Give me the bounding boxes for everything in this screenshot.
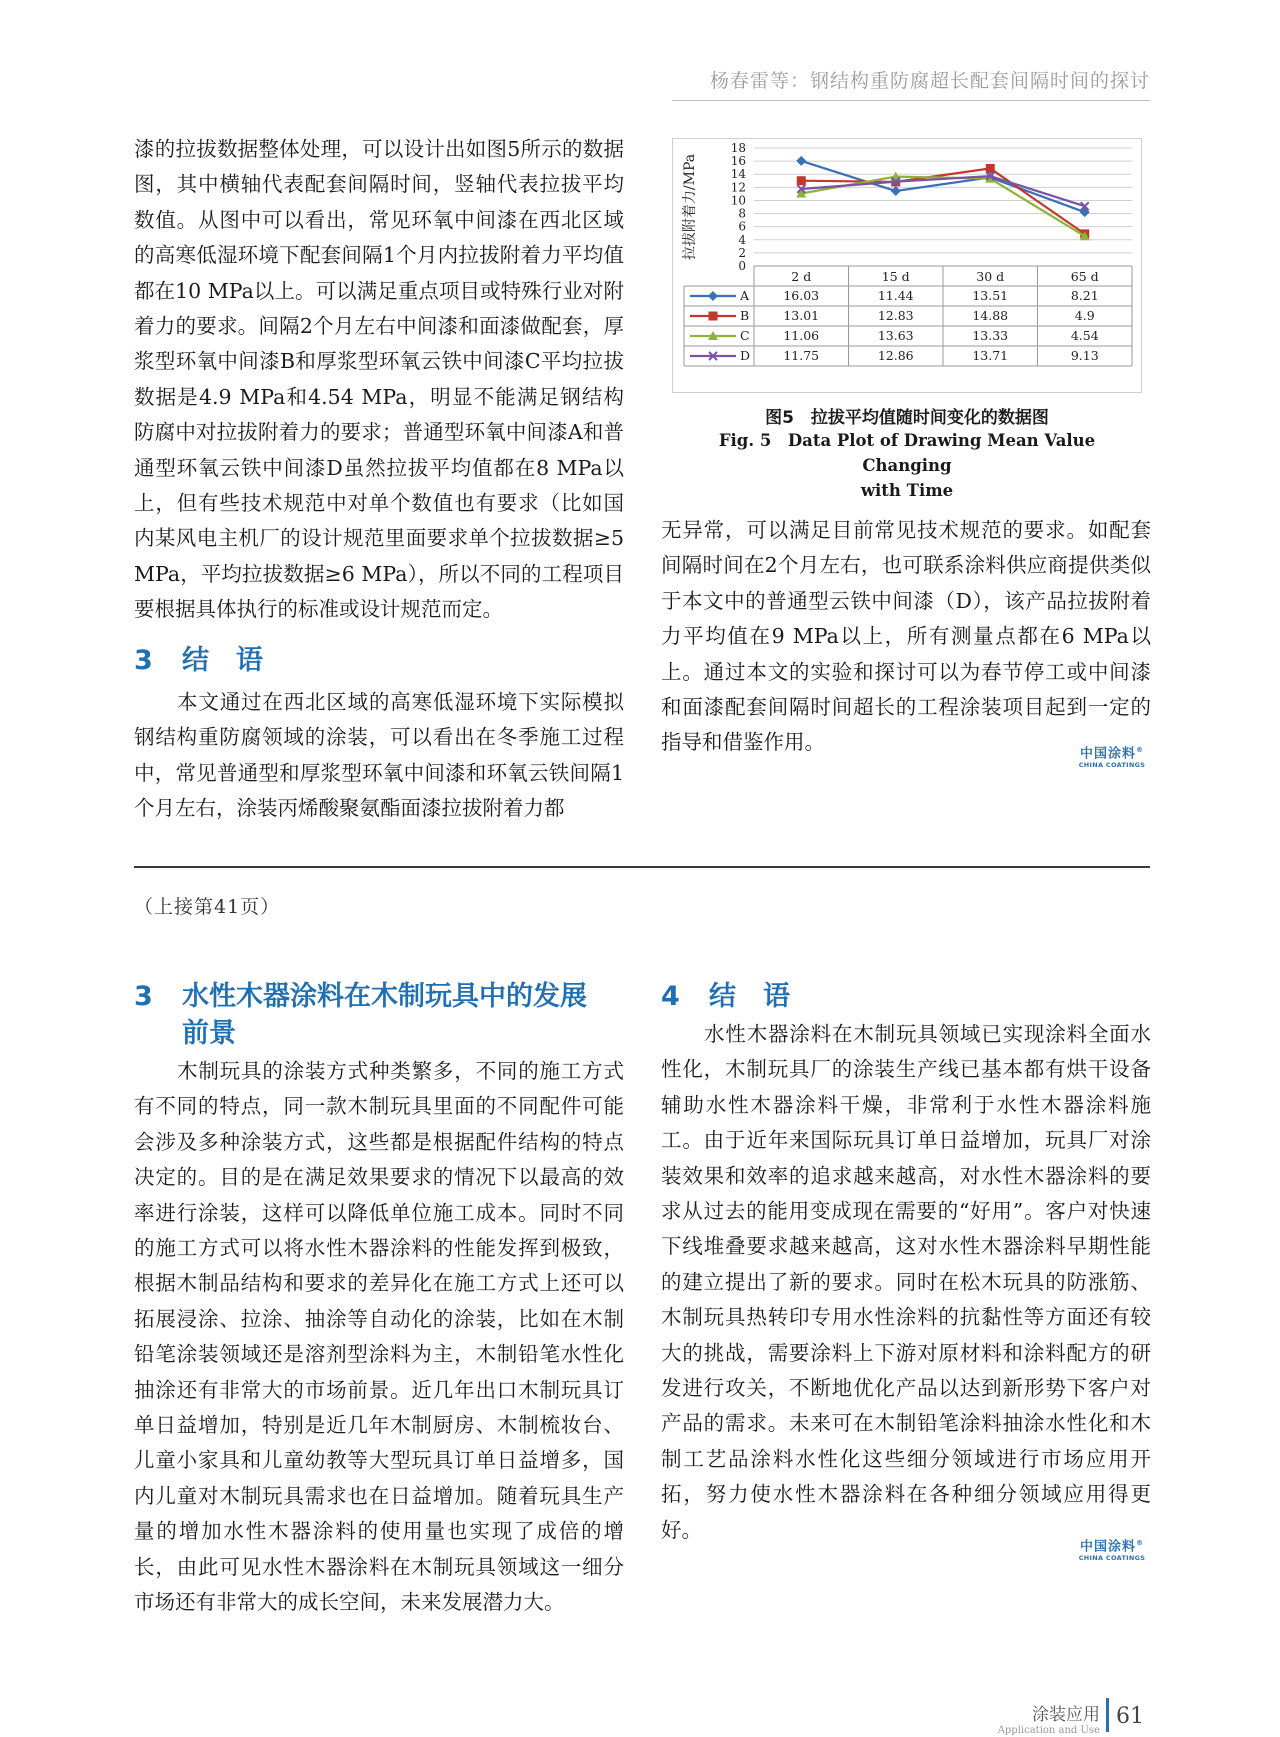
section-number: 3	[134, 644, 153, 676]
y-tick-label: 18	[730, 141, 746, 155]
right-column-top	[661, 513, 1151, 761]
figure-5	[672, 138, 1142, 393]
data-label: 13.01	[783, 308, 820, 323]
x-category-label: 2 d	[791, 269, 812, 284]
data-label: 13.33	[972, 328, 1009, 343]
section-number: 4	[661, 981, 680, 1012]
paragraph: 本文通过在西北区域的高寒低湿环境下实际模拟钢结构重防腐领域的涂装，可以看出在冬季施工过程中，常见普通型和厚浆型环氧中间漆和环氧云铁间隔1个月左右，涂装丙烯酸聚氨酯面漆拉拔附着力都	[134, 689, 624, 820]
footer-bar	[1106, 1698, 1109, 1732]
legend-label: B	[740, 308, 750, 323]
section-title-line2: 前景	[182, 1018, 236, 1049]
data-label: 11.75	[783, 348, 820, 363]
data-label: 8.21	[1070, 288, 1099, 303]
data-label: 12.86	[877, 348, 914, 363]
section-heading	[134, 978, 624, 1052]
data-label: 14.88	[972, 308, 1009, 323]
legend-label: D	[740, 348, 751, 363]
data-label: 4.9	[1074, 308, 1095, 323]
data-label: 13.51	[972, 288, 1009, 303]
continued-note: （上接第41页）	[134, 896, 281, 918]
section-number: 3	[134, 981, 153, 1012]
y-tick-label: 14	[730, 167, 746, 182]
logo-cn: 中国涂料	[1079, 746, 1136, 762]
article-divider	[134, 866, 1150, 868]
y-tick-label: 10	[730, 193, 746, 208]
paragraph: 木制玩具的涂装方式种类繁多，不同的施工方式有不同的特点，同一款木制玩具里面的不同配件可能会涉及多种涂装方式，这些都是根据配件结构的特点决定的。目的是在满足效果要求的情况下以最高的效率进行涂装，这样可以降低单位施工成本。同时不同的施工方式可以将水性木器涂料的性能发挥到极致，根据木制品结构和要求的差异化在施工方式上还可以拓展浸涂、拉涂、抽涂等自动化的涂装，比如在木制铅笔涂装领域还是溶剂型涂料为主，木制铅笔水性化抽涂还有非常大的市场前景。近几年出口木制玩具订单日益增加，特别是近几年木制厨房、木制梳妆台、儿童小家具和儿童幼教等大型玩具订单日益增多，国内儿童对木制玩具需求也在日益增加。随着玩具生产量的增加水性木器涂料的使用量也实现了成倍的增长，由此可见水性木器涂料在木制玩具领域这一细分市场还有非常大的成长空间，未来发展潜力大。	[134, 1059, 624, 1615]
china-coatings-logo	[1076, 1536, 1148, 1562]
paragraph: 无异常，可以满足目前常见技术规范的要求。如配套间隔时间在2个月左右，也可联系涂料供应商提供类似于本文中的普通型云铁中间漆（D），该产品拉拔附着力平均值在9 MPa以上，所有测量点都在6 MPa以上。通过本文的实验和探讨可以为春节停工或中间漆和面漆配套间隔时间超长的工程涂装项目起到一定的指导和借鉴作用。	[661, 518, 1151, 755]
footer-section-en: Application and Use	[997, 1725, 1100, 1736]
x-category-label: 15 d	[881, 269, 910, 284]
x-category-label: 65 d	[1070, 269, 1099, 284]
paragraph: 漆的拉拔数据整体处理，可以设计出如图5所示的数据图，其中横轴代表配套间隔时间，竖轴代表拉拔平均数值。从图中可以看出，常见环氧中间漆在西北区域的高寒低湿环境下配套间隔1个月内拉拔附着力平均值都在10 MPa以上。可以满足重点项目或特殊行业对附着力的要求。间隔2个月左右中间漆和面漆做配套，厚浆型环氧中间漆B和厚浆型环氧云铁中间漆C平均拉拔数据是4.9 MPa和4.54 MPa，明显不能满足钢结构防腐中对拉拔附着力的要求；普通型环氧中间漆A和普通型环氧云铁中间漆D虽然拉拔平均值都在8 MPa以上，但有些技术规范中对单个数值也有要求（比如国内某风电主机厂的设计规范里面要求单个拉拔数据≥5 MPa，平均拉拔数据≥6 MPa），所以不同的工程项目要根据具体执行的标准或设计规范而定。	[134, 137, 624, 622]
section-title-line1: 水性木器涂料在木制玩具中的发展	[182, 981, 587, 1012]
y-tick-label: 16	[730, 154, 746, 169]
logo-en: CHINA COATINGS	[1078, 761, 1146, 770]
logo-mark: ®	[1136, 746, 1144, 754]
data-label: 16.03	[783, 288, 820, 303]
logo-mark: ®	[1136, 1539, 1144, 1547]
running-title: 杨春雷等：钢结构重防腐超长配套间隔时间的探讨	[709, 70, 1150, 92]
section-title: 结 语	[709, 981, 790, 1012]
paragraph: 水性木器涂料在木制玩具领域已实现涂料全面水性化，木制玩具厂的涂装生产线已基本都有烘干设备辅助水性木器涂料干燥，非常利于水性木器涂料施工。由于近年来国际玩具订单日益增加，玩具厂对涂装效果和效率的追求越来越高，对水性木器涂料的要求从过去的能用变成现在需要的“好用”。客户对快速下线堆叠要求越来越高，这对水性木器涂料早期性能的建立提出了新的要求。同时在松木玩具的防涨筋、木制玩具热转印专用水性涂料的抗黏性等方面还有较大的挑战，需要涂料上下游对原材料和涂料配方的研发进行攻关，不断地优化产品以达到新形势下客户对产品的需求。未来可在木制铅笔涂料抽涂水性化和木制工艺品涂料水性化这些细分领域进行市场应用开拓，努力使水性木器涂料在各种细分领域应用得更好。	[661, 1022, 1151, 1542]
header-rule	[672, 100, 1150, 101]
logo-en: CHINA COATINGS	[1078, 1554, 1146, 1563]
section-title: 结 语	[182, 644, 263, 676]
footer-section-cn: 涂装应用	[1032, 1705, 1100, 1725]
y-tick-label: 8	[738, 206, 746, 221]
section-heading	[134, 642, 624, 679]
y-tick-label: 6	[738, 219, 746, 234]
legend-label: A	[740, 288, 750, 303]
legend-marker-B	[709, 312, 718, 321]
y-tick-label: 4	[738, 232, 746, 247]
legend-label: C	[740, 328, 750, 343]
y-tick-label: 0	[738, 259, 746, 273]
data-label: 11.06	[783, 328, 820, 343]
x-category-label: 30 d	[976, 269, 1005, 284]
y-tick-label: 2	[738, 245, 746, 260]
data-point-B	[797, 176, 806, 185]
y-tick-label: 12	[730, 180, 746, 195]
left-column-bottom	[134, 978, 624, 1621]
data-label: 11.44	[877, 288, 914, 303]
page-number: 61	[1116, 1704, 1144, 1729]
section-heading	[661, 978, 1151, 1015]
figure-caption-cn: 图5 拉拔平均值随时间变化的数据图	[765, 408, 1049, 428]
data-label: 12.83	[877, 308, 914, 323]
right-column-bottom	[661, 978, 1151, 1548]
data-label: 4.54	[1070, 328, 1099, 343]
data-label: 13.63	[877, 328, 914, 343]
figure-caption-en	[672, 428, 1142, 503]
data-label: 9.13	[1070, 348, 1099, 363]
left-column-top	[134, 132, 624, 826]
figure-caption-en-line2: with Time	[860, 481, 954, 500]
y-axis-label: 拉拔附着力/MPa	[682, 153, 698, 261]
data-label: 13.71	[972, 348, 1009, 363]
china-coatings-logo	[1076, 743, 1148, 769]
logo-cn: 中国涂料	[1079, 1539, 1136, 1555]
line-chart	[672, 138, 1142, 393]
figure-caption-en-line1: Fig. 5 Data Plot of Drawing Mean Value Changing	[718, 431, 1096, 475]
footer-section	[998, 1700, 1100, 1736]
